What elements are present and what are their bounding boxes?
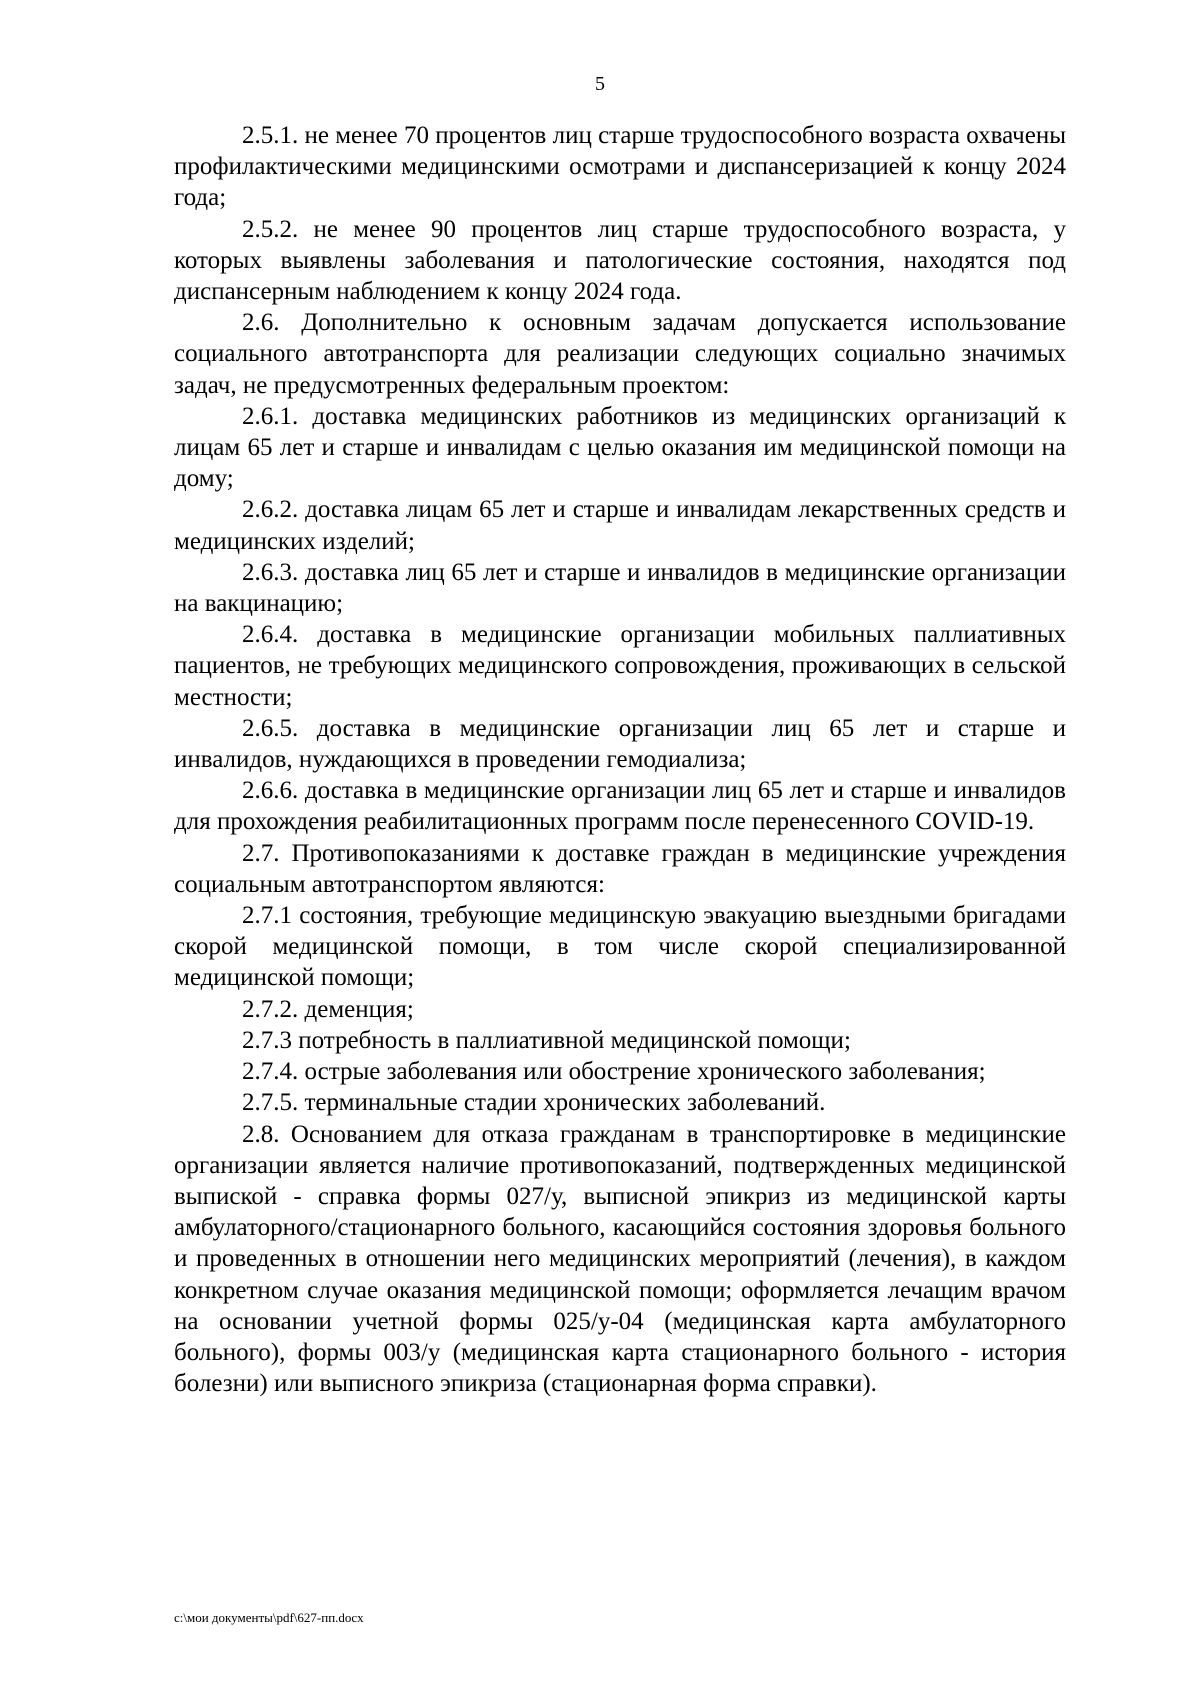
paragraph-2-7-2: 2.7.2. деменция;	[242, 995, 414, 1023]
paragraph-2-5-1: 2.5.1. не менее 70 процентов лиц старше трудоспособного возраста охвачены профилактическими медицинскими осмотрами и диспансеризацией к концу 2024 года;	[174, 122, 1067, 212]
paragraph-2-6: 2.6. Дополнительно к основным задачам допускается использование социального автотранспорта для реализации следующих социально значимых задач, не предусмотренных федеральным проектом:	[174, 309, 1066, 399]
paragraph-2-6-6: 2.6.6. доставка в медицинские организации лиц 65 лет и старше и инвалидов для прохождения реабилитационных программ после перенесенного COVID-19.	[174, 777, 1066, 836]
paragraph-2-6-5: 2.6.5. доставка в медицинские организации лиц 65 лет и старше и инвалидов, нуждающихся в проведении гемодиализа;	[174, 714, 1066, 774]
paragraph-2-6-4: 2.6.4. доставка в медицинские организации мобильных паллиативных пациентов, не требующих медицинского сопровождения, проживающих в сельской местности;	[174, 621, 1066, 711]
paragraph-2-6-2: 2.6.2. доставка лицам 65 лет и старше и инвалидам лекарственных средств и медицинских изделий;	[174, 496, 1066, 555]
document-body	[174, 120, 1066, 1399]
paragraph-2-6-3: 2.6.3. доставка лиц 65 лет и старше и инвалидов в медицинские организации на вакцинацию;	[174, 558, 1066, 618]
paragraph-2-5-2: 2.5.2. не менее 90 процентов лиц старше трудоспособного возраста, у которых выявлены заболевания и патологические состояния, находятся под диспансерным наблюдением к концу 2024 года.	[174, 215, 1066, 306]
paragraph-2-7-5: 2.7.5. терминальные стадии хронических заболеваний.	[242, 1089, 826, 1117]
paragraph-2-7-3: 2.7.3 потребность в паллиативной медицинской помощи;	[242, 1026, 851, 1054]
paragraph-2-7-4: 2.7.4. острые заболевания или обострение хронического заболевания;	[242, 1058, 986, 1086]
paragraph-2-8: 2.8. Основанием для отказа гражданам в транспортировке в медицинские организации является наличие противопоказаний, подтвержденных медицинской выпиской - справка формы 027/у, выписной эпикриз из медицинской карты амбулаторного/стационарного больного, касающийся состояния здоровья больного и проведенных в отношении него медицинских мероприятий (лечения), в каждом конкретном случае оказания медицинской помощи; оформляется лечащим врачом на основании учетной формы 025/у-04 (медицинская карта амбулаторного больного), формы 003/у (медицинская карта стационарного больного - история болезни) или выписного эпикриза (стационарная форма справки).	[174, 1120, 1066, 1398]
paragraph-2-7-1: 2.7.1 состояния, требующие медицинскую эвакуацию выездными бригадами скорой медицинской помощи, в том числе скорой специализированной медицинской помощи;	[174, 902, 1066, 992]
paragraph-2-7: 2.7. Противопоказаниями к доставке граждан в медицинские учреждения социальным автотранспортом являются:	[174, 839, 1066, 898]
footer-file-path: c:\мои документы\pdf\627-пп.docx	[174, 1610, 364, 1625]
paragraph-2-6-1: 2.6.1. доставка медицинских работников из медицинских организаций к лицам 65 лет и старше и инвалидам с целью оказания им медицинской помощи на дому;	[174, 402, 1066, 493]
page-number: 5	[595, 73, 605, 95]
